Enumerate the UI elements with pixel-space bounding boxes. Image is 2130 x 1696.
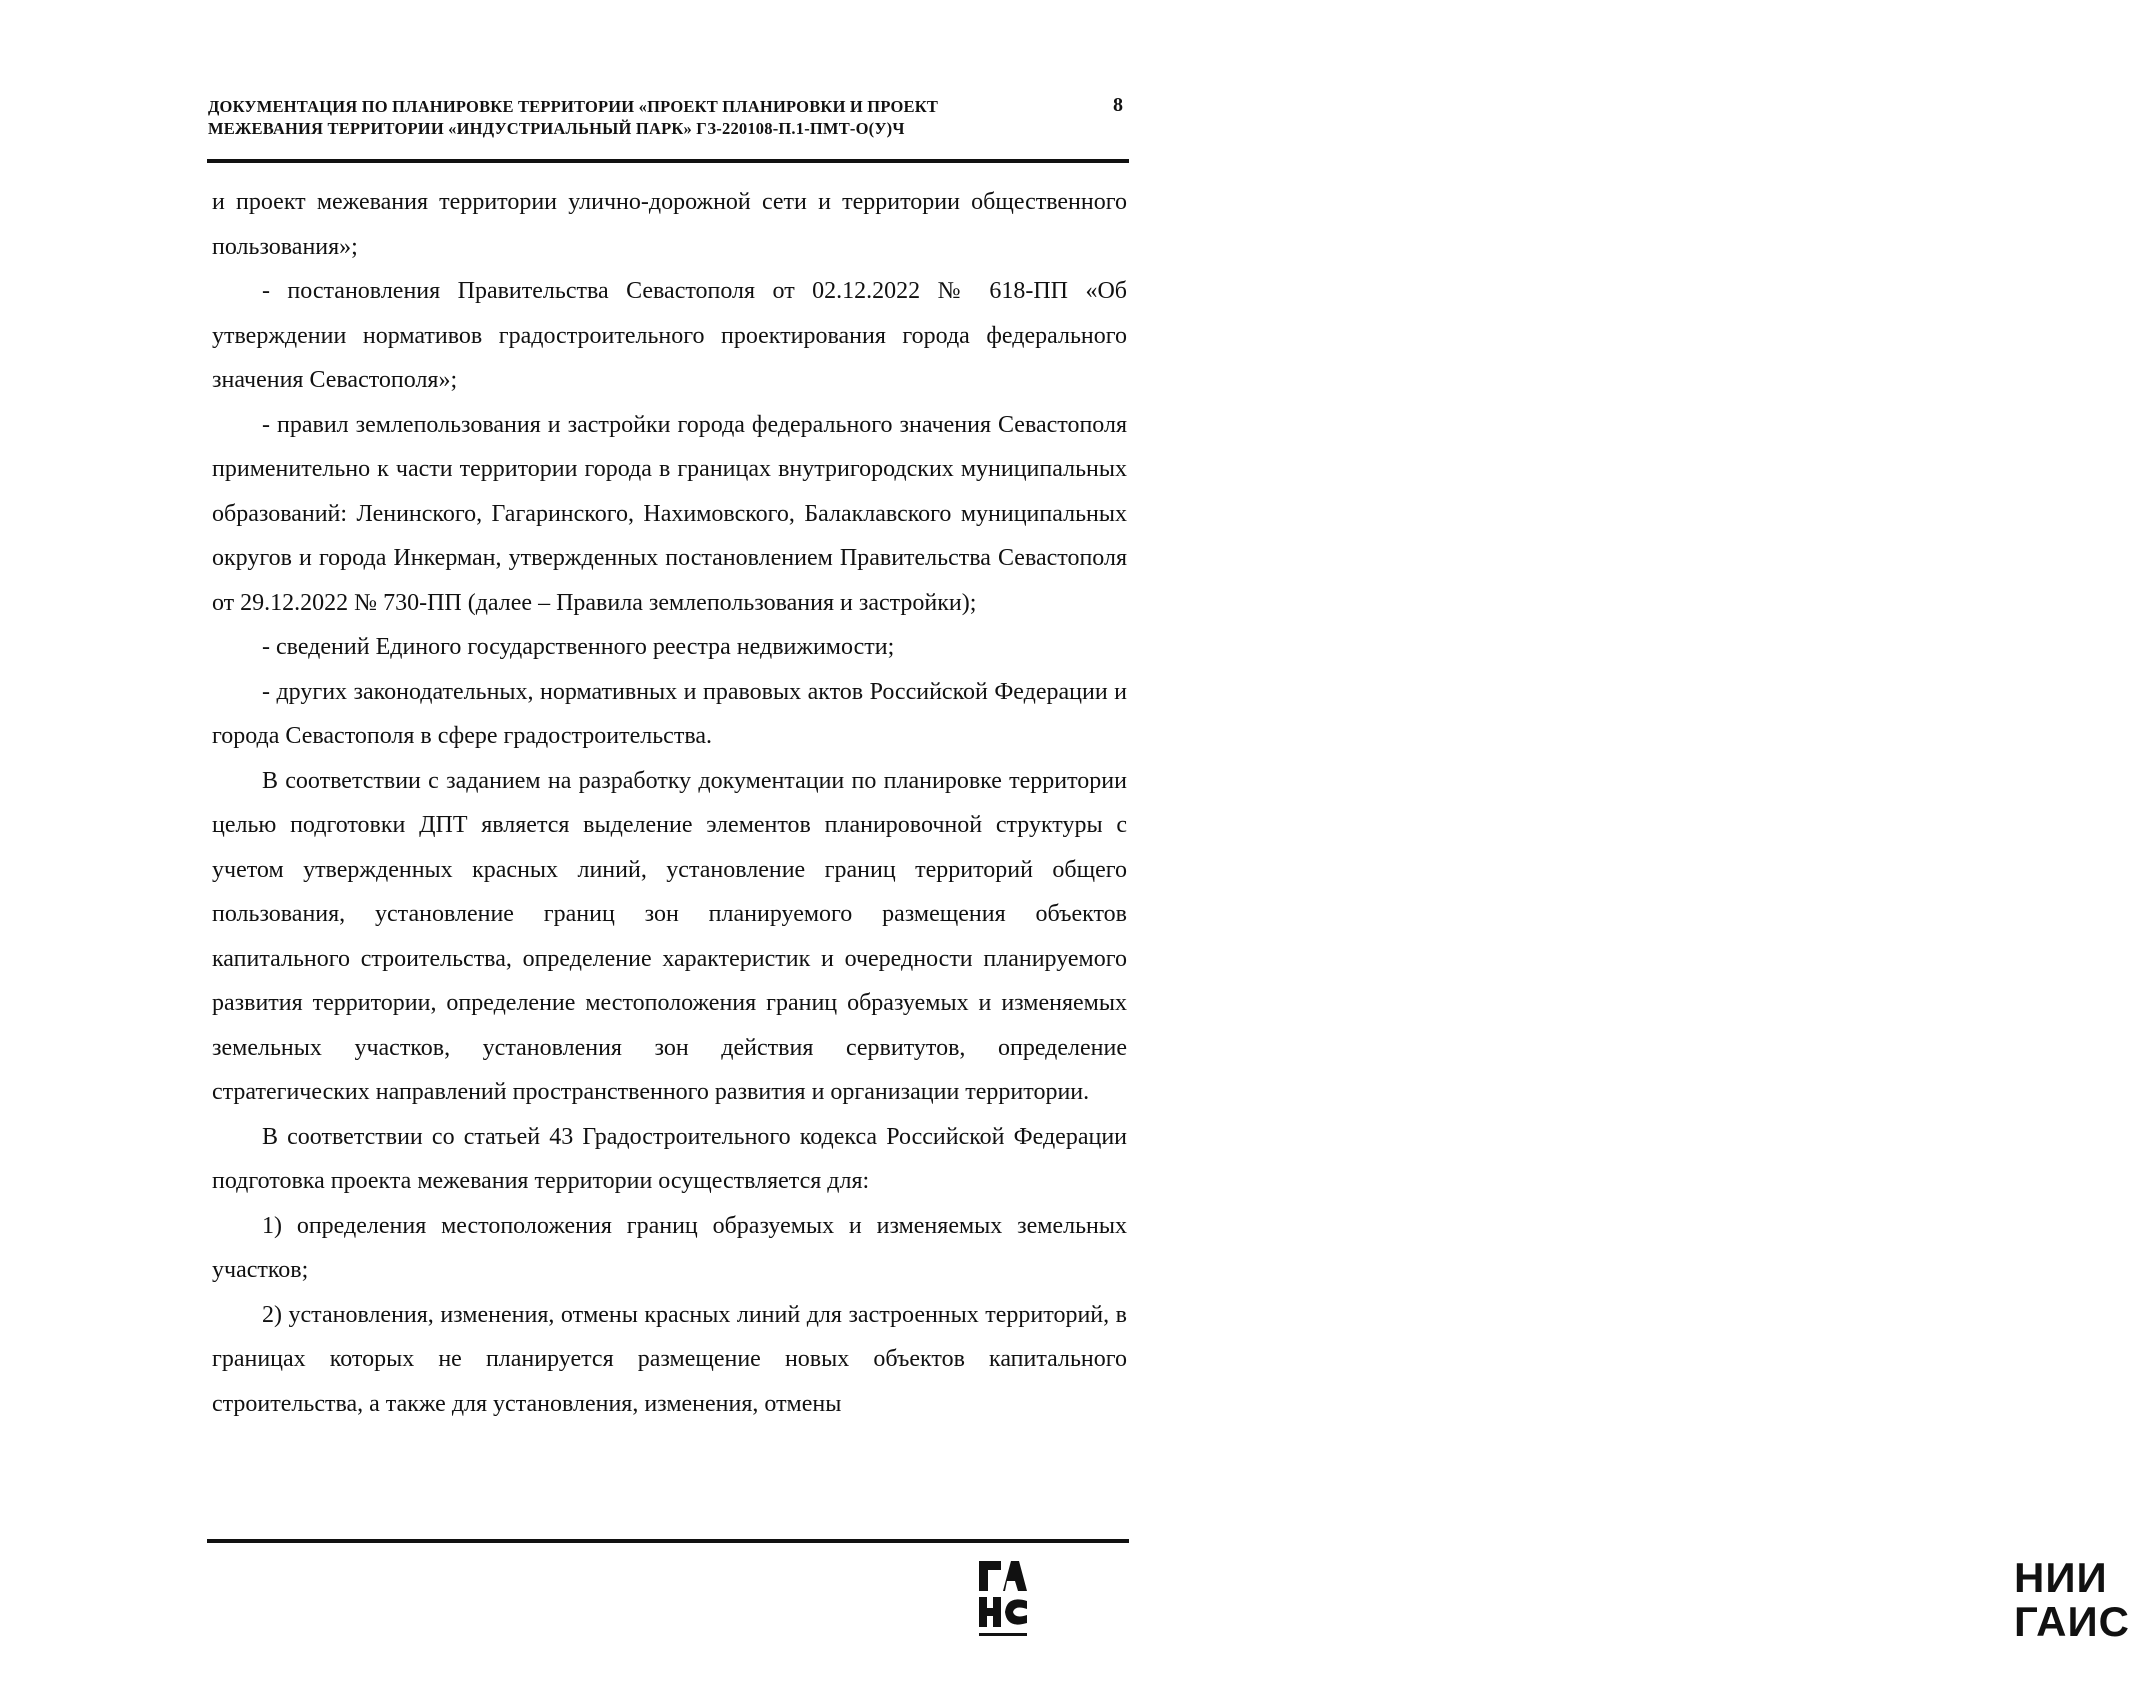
paragraph: В соответствии со статьей 43 Градостроительного кодекса Российской Федерации подготовка проекта межевания территории осуществляется для: <box>212 1123 1127 1194</box>
document-body <box>212 180 1127 1426</box>
header-title-line2: МЕЖЕВАНИЯ ТЕРРИТОРИИ «ИНДУСТРИАЛЬНЫЙ ПАРК» ГЗ-220108-П.1-ПМТ-О(У)Ч <box>208 119 905 138</box>
paragraph: и проект межевания территории улично-дорожной сети и территории общественного пользования»; <box>212 189 1127 260</box>
niigais-logo <box>977 1554 2130 1647</box>
paragraph: 1) определения местоположения границ образуемых и изменяемых земельных участков; <box>212 1212 1127 1283</box>
logo-emblem-icon <box>977 1557 1029 1645</box>
paragraph: 2) установления, изменения, отмены красных линий для застроенных территорий, в границах которых не планируется размещение новых объектов капитального строительства, а также для установления, изменения, отмены <box>212 1301 1127 1417</box>
header-title-line1: ДОКУМЕНТАЦИЯ ПО ПЛАНИРОВКЕ ТЕРРИТОРИИ «ПРОЕКТ ПЛАНИРОВКИ И ПРОЕКТ <box>208 97 939 116</box>
logo-text-line2: ГАИС <box>2014 1598 2130 1645</box>
footer-divider <box>207 1539 1129 1543</box>
page-number: 8 <box>1113 94 1123 116</box>
logo-text-line1: НИИ <box>2014 1554 2108 1601</box>
paragraph: - сведений Единого государственного реестра недвижимости; <box>262 634 895 660</box>
paragraph: - правил землепользования и застройки города федерального значения Севастополя применительно к части территории города в границах внутригородских муниципальных образований: Ленинского, Гагаринского, Нахимовского, Балаклавского муниципальных округов и города Инкерман, утвержденных постановлением Правительства Севастополя от 29.12.2022 № 730-ПП (далее – Правила землепользования и застройки); <box>212 411 1127 616</box>
document-header <box>208 96 1078 140</box>
paragraph: - постановления Правительства Севастополя от 02.12.2022 № 618-ПП «Об утверждении нормативов градостроительного проектирования города федерального значения Севастополя»; <box>212 278 1127 393</box>
header-divider <box>207 159 1129 163</box>
paragraph: В соответствии с заданием на разработку документации по планировке территории целью подготовки ДПТ является выделение элементов планировочной структуры с учетом утвержденных красных линий, установление границ территорий общего пользования, установление границ зон планируемого размещения объектов капитального строительства, определение характеристик и очередности планируемого развития территории, определение местоположения границ образуемых и изменяемых земельных участков, установления зон действия сервитутов, определение стратегических направлений пространственного развития и организации территории. <box>212 767 1127 1105</box>
paragraph: - других законодательных, нормативных и правовых актов Российской Федерации и города Севастополя в сфере градостроительства. <box>212 678 1127 749</box>
